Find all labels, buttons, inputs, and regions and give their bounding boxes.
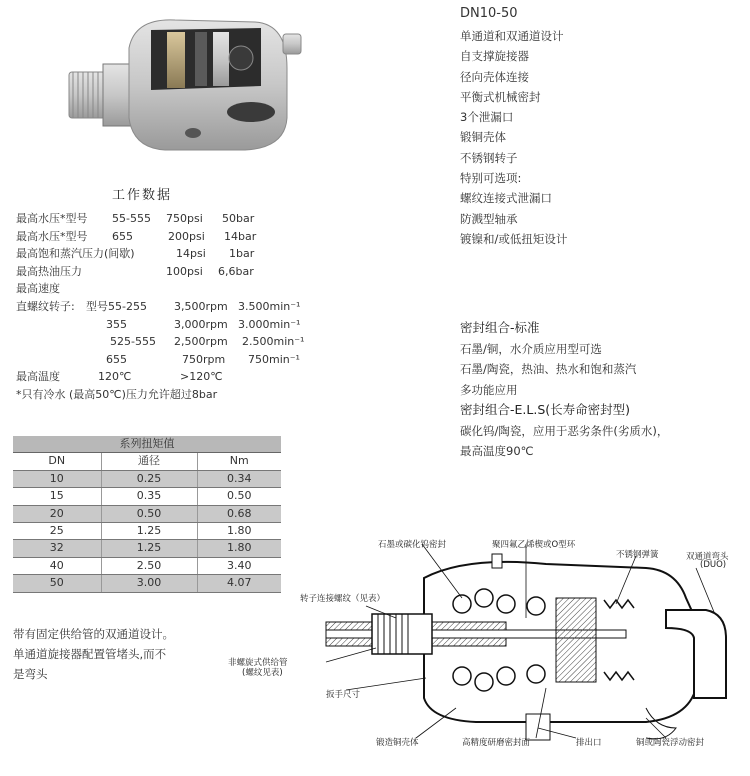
label-wrench-size: 扳手尺寸	[326, 690, 361, 700]
spec-label: 最高速度	[16, 282, 60, 296]
table-cell: 15	[13, 488, 101, 505]
table-cell: 0.34	[197, 470, 281, 487]
spec-rpm: 3,500rpm	[174, 299, 228, 313]
spec-model: 型号55-255	[86, 299, 147, 313]
spec-rpm: 2,500rpm	[174, 335, 228, 349]
work-data-row	[16, 351, 316, 369]
spec-metric: 1bar	[229, 247, 255, 261]
label-graphite-seal: 石墨或碳化钨密封	[378, 540, 447, 550]
spec-min: 3.000min⁻¹	[238, 317, 301, 331]
label-float-seal: 铜或陶瓷浮动密封	[636, 738, 705, 748]
label-duo: (DUO)	[700, 560, 727, 570]
spec-min: 3.500min⁻¹	[238, 299, 301, 313]
work-data-row	[16, 210, 316, 228]
table-cell: 1.80	[197, 523, 281, 540]
spec-label: 最高水压*型号	[16, 229, 88, 243]
description-line: 是弯头	[13, 667, 48, 681]
feature-item: 防溅型轴承	[460, 211, 518, 226]
spec-label: 最高水压*型号	[16, 212, 88, 225]
pressure-note: *只有冷水 (最高50℃)压力允许超过8bar	[16, 387, 218, 401]
feature-item: 平衡式机械密封	[460, 89, 541, 104]
table-row	[13, 488, 281, 505]
spec-min: 750min⁻¹	[248, 352, 300, 366]
label-lapped-face: 高精度研磨密封面	[462, 738, 531, 748]
table-cell: 50	[13, 575, 101, 592]
label-supply-pipe-note: (螺纹见表)	[242, 668, 283, 678]
work-data-row	[16, 263, 316, 281]
label-rotor-thread: 转子连接螺纹（见表）	[300, 594, 386, 604]
cross-section-diagram	[226, 528, 750, 776]
table-cell: 4.07	[197, 575, 281, 592]
table-cell: 40	[13, 557, 101, 574]
feature-item: 自支撑旋接器	[460, 49, 529, 64]
table-cell: 0.25	[101, 470, 197, 487]
table-cell: 0.50	[101, 505, 197, 522]
table-row	[13, 470, 281, 487]
spec-label: 直螺纹转子:	[16, 299, 75, 313]
table-cell: 1.25	[101, 540, 197, 557]
feature-item: 螺纹连接式泄漏口	[460, 191, 552, 206]
seal-heading-els: 密封组合-E.L.S(长寿命密封型)	[460, 402, 631, 417]
table-cell: 0.35	[101, 488, 197, 505]
feature-item: 径向壳体连接	[460, 69, 529, 84]
work-data-row	[16, 316, 316, 334]
seal-line: 最高温度90℃	[460, 444, 534, 458]
product-photo	[55, 8, 305, 160]
spec-label: 最高饱和蒸汽压力(间歇)	[16, 247, 135, 261]
spec-value: 120℃	[98, 370, 132, 384]
table-cell: 10	[13, 470, 101, 487]
table-row	[13, 505, 281, 522]
seal-line: 石墨/铜，水介质应用型可选	[460, 341, 602, 356]
spec-label: 最高温度	[16, 370, 60, 384]
table-cell: 0.50	[197, 488, 281, 505]
work-data-row	[16, 228, 316, 246]
spec-rpm: 3,000rpm	[174, 317, 228, 331]
seal-line: 石墨/陶瓷，热油、热水和饱和蒸汽	[460, 362, 637, 376]
spec-metric: 50bar	[222, 212, 255, 225]
spec-value: >120℃	[180, 370, 223, 384]
column-header: Nm	[197, 453, 281, 470]
table-cell: 1.25	[101, 523, 197, 540]
work-data-row	[16, 368, 316, 386]
table-cell: 3.40	[197, 557, 281, 574]
seal-section	[460, 318, 745, 462]
feature-item: 锻铜壳体	[460, 130, 506, 145]
table-cell: 32	[13, 540, 101, 557]
spec-imperial: 14psi	[176, 247, 206, 261]
table-cell: 3.00	[101, 575, 197, 592]
work-data-row	[16, 333, 316, 351]
label-ptfe-ring: 聚四氟乙烯楔或O型环	[492, 540, 576, 550]
label-dual-elbow: 双通道弯头	[686, 552, 729, 562]
table-cell: 0.68	[197, 505, 281, 522]
label-drain-port: 排出口	[576, 738, 602, 748]
spec-min: 2.500min⁻¹	[242, 335, 305, 349]
spec-model: 655	[112, 229, 133, 243]
seal-line: 多功能应用	[460, 382, 518, 397]
table-cell: 2.50	[101, 557, 197, 574]
spec-imperial: 750psi	[166, 212, 203, 225]
work-data-row	[16, 280, 316, 298]
work-data-title: 工作数据	[112, 188, 173, 203]
label-supply-pipe: 非螺旋式供给管	[228, 658, 288, 668]
spec-model: 55-555	[112, 212, 151, 225]
spec-model: 655	[106, 352, 127, 366]
feature-item: 镀镍和/或低扭矩设计	[460, 231, 568, 246]
seal-line: 碳化钨/陶瓷，应用于恶劣条件(劣质水)，	[460, 423, 669, 438]
spec-metric: 6,6bar	[218, 264, 254, 278]
work-data-row	[16, 298, 316, 316]
column-header: 通径	[101, 453, 197, 470]
description-line: 带有固定供给管的双通道设计。	[13, 627, 174, 641]
table-cell: 25	[13, 523, 101, 540]
label-ss-spring: 不锈钢弹簧	[616, 550, 659, 560]
seal-heading-standard: 密封组合-标准	[460, 320, 540, 335]
spec-metric: 14bar	[224, 229, 257, 243]
design-description	[13, 624, 198, 684]
spec-imperial: 100psi	[166, 264, 203, 278]
spec-model: 355	[106, 317, 127, 331]
work-data-row	[16, 245, 316, 263]
label-forged-body: 锻造铜壳体	[376, 738, 419, 748]
spec-model: 525-555	[110, 335, 156, 349]
table-cell: 20	[13, 505, 101, 522]
spec-rpm: 750rpm	[182, 352, 226, 366]
table-caption: 系列扭矩值	[13, 436, 281, 453]
work-data-list	[16, 210, 316, 404]
feature-item: 3个泄漏口	[460, 110, 514, 125]
description-line: 单通道旋接器配置管堵头,而不	[13, 647, 167, 661]
model-range: DN10-50	[460, 6, 518, 21]
column-header: DN	[13, 453, 101, 470]
spec-imperial: 200psi	[168, 229, 205, 243]
feature-item: 特别可选项:	[460, 171, 522, 186]
feature-list	[460, 26, 740, 249]
table-cell: 1.80	[197, 540, 281, 557]
spec-label: 最高热油压力	[16, 264, 82, 278]
feature-item: 不锈钢转子	[460, 150, 518, 165]
feature-item: 单通道和双通道设计	[460, 29, 564, 43]
